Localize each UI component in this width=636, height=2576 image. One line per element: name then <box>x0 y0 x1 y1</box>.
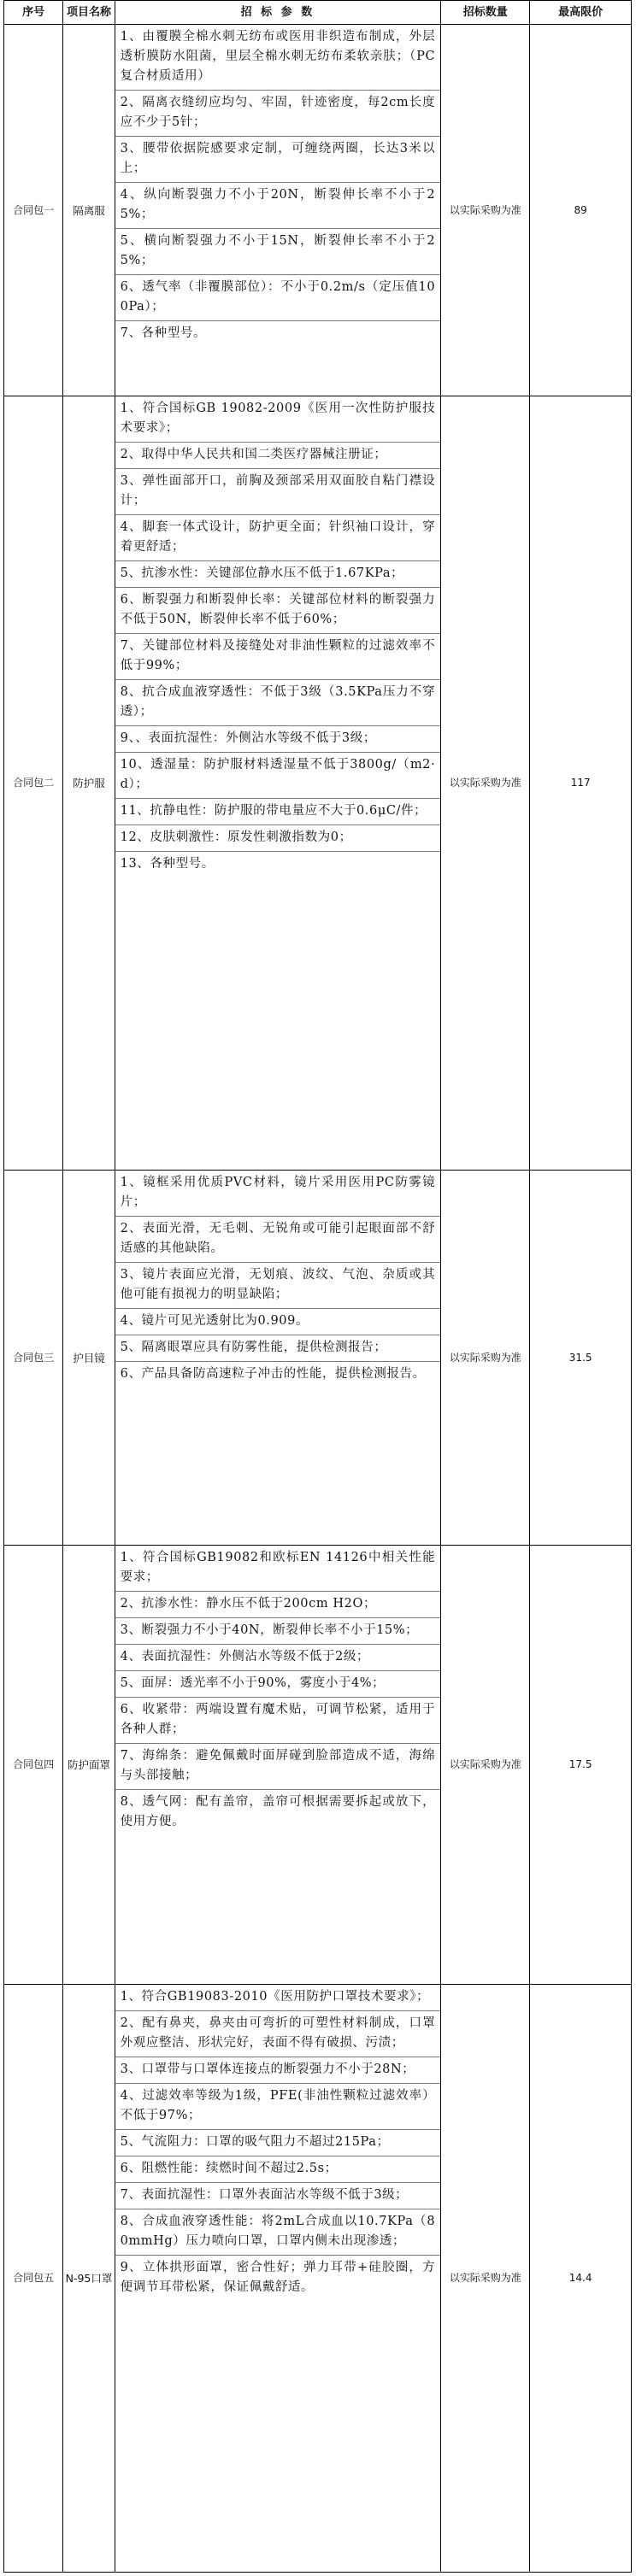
param-item: 4、脚套一体式设计，防护更全面；针织袖口设计，穿着更舒适； <box>115 515 441 561</box>
header-qty: 招标数量 <box>441 1 530 25</box>
table-row <box>4 1985 632 2573</box>
param-item: 7、关键部位材料及接缝处对非油性颗粒的过滤效率不低于99%； <box>115 634 441 680</box>
param-item: 6、断裂强力和断裂伸长率：关键部位材料的断裂强力不低于50N，断裂伸长率不低于60%； <box>115 588 441 634</box>
param-item: 5、隔离眼罩应具有防雾性能，提供检测报告； <box>115 1335 441 1362</box>
table-body <box>4 25 632 2573</box>
item-name: 隔离服 <box>63 25 115 396</box>
price-cell: 89 <box>530 25 632 396</box>
param-item: 2、取得中华人民共和国二类医疗器械注册证； <box>115 443 441 469</box>
param-item: 6、收紧带：两端设置有魔术贴，可调节松紧，适用于各种人群； <box>115 1698 441 1744</box>
table-row <box>4 25 632 396</box>
package-number: 合同包五 <box>4 1985 63 2573</box>
package-number: 合同包四 <box>4 1546 63 1985</box>
param-item: 2、配有鼻夹，鼻夹由可弯折的可塑性材料制成，口罩外观应整洁、形状完好，表面不得有破损、污渍； <box>115 2011 441 2057</box>
package-number: 合同包三 <box>4 1171 63 1546</box>
param-item: 2、隔离衣缝纫应均匀、牢固，针迹密度，每2cm长度应不少于5针； <box>115 91 441 137</box>
price-cell: 117 <box>530 396 632 1171</box>
quantity-cell: 以实际采购为准 <box>441 1985 530 2573</box>
param-item: 7、海绵条：避免佩戴时面屏碰到脸部造成不适，海绵与头部接触； <box>115 1744 441 1790</box>
param-item: 3、弹性面部开口，前胸及颈部采用双面胶自粘门襟设计； <box>115 469 441 515</box>
table-row <box>4 1171 632 1546</box>
header-no: 序号 <box>4 1 63 25</box>
param-item: 5、气流阻力：口罩的吸气阻力不超过215Pa； <box>115 2130 441 2156</box>
param-item: 4、镜片可见光透射比为0.909。 <box>115 1309 441 1335</box>
param-item: 4、纵向断裂强力不小于20N，断裂伸长率不小于25%； <box>115 183 441 229</box>
param-item: 12、皮肤刺激性：原发性刺激指数为0； <box>115 825 441 852</box>
param-item: 2、表面光滑，无毛刺、无锐角或可能引起眼面部不舒适感的其他缺陷。 <box>115 1217 441 1263</box>
param-item: 6、阻燃性能：续燃时间不超过2.5s； <box>115 2156 441 2183</box>
quantity-cell: 以实际采购为准 <box>441 25 530 396</box>
param-item: 3、腰带依据院感要求定制，可缠绕两圈，长达3米以上； <box>115 137 441 183</box>
header-params: 招 标 参 数 <box>115 1 441 25</box>
param-item: 7、各种型号。 <box>120 326 207 340</box>
param-item: 7、表面抗湿性：口罩外表面沾水等级不低于3级； <box>115 2183 441 2209</box>
param-item: 3、镜片表面应光滑，无划痕、波纹、气泡、杂质或其他可能有损视力的明显缺陷； <box>115 1263 441 1309</box>
header-name: 项目名称 <box>63 1 115 25</box>
param-item: 11、抗静电性：防护服的带电量应不大于0.6μC/件； <box>115 799 441 825</box>
param-item: 4、表面抗湿性：外侧沾水等级不低于2级； <box>115 1645 441 1671</box>
param-item: 8、合成血液穿透性能：将2mL合成血以10.7KPa（80mmHg）压力喷向口罩，口罩内侧未出现渗透； <box>115 2209 441 2256</box>
param-item: 5、抗渗水性：关键部位静水压不低于1.67KPa； <box>115 561 441 588</box>
param-list <box>115 25 441 396</box>
item-name: 护目镜 <box>63 1171 115 1546</box>
item-name: 防护服 <box>63 396 115 1171</box>
param-item: 1、镜框采用优质PVC材料，镜片采用医用PC防雾镜片； <box>115 1171 441 1217</box>
item-name: 防护面罩 <box>63 1546 115 1985</box>
param-item: 1、符合国标GB 19082-2009《医用一次性防护服技术要求》； <box>115 396 441 443</box>
param-item: 5、横向断裂强力不小于15N，断裂伸长率不小于25%； <box>115 229 441 275</box>
header-price: 最高限价 <box>530 1 632 25</box>
param-item: 10、透湿量：防护服材料透湿量不低于3800g/（m2·d）； <box>115 753 441 799</box>
quantity-cell: 以实际采购为准 <box>441 1546 530 1985</box>
param-item: 8、抗合成血液穿透性：不低于3级（3.5KPa压力不穿透）； <box>115 680 441 726</box>
package-number: 合同包一 <box>4 25 63 396</box>
procurement-table <box>3 0 632 2573</box>
item-name: N-95口罩 <box>63 1985 115 2573</box>
param-item: 1、符合GB19083-2010《医用防护口罩技术要求》； <box>115 1985 441 2011</box>
price-cell: 17.5 <box>530 1546 632 1985</box>
param-list <box>115 396 441 1171</box>
param-item: 5、面屏：透光率不小于90%，雾度小于4%； <box>115 1671 441 1698</box>
param-item: 3、口罩带与口罩体连接点的断裂强力不小于28N； <box>115 2057 441 2084</box>
param-list <box>115 1171 441 1546</box>
header-row <box>4 1 632 25</box>
param-item: 8、透气网：配有盖帘，盖帘可根据需要拆起或放下，使用方便。 <box>120 1795 436 1828</box>
param-item: 2、抗渗水性：静水压不低于200cm H2O； <box>115 1592 441 1618</box>
quantity-cell: 以实际采购为准 <box>441 1171 530 1546</box>
table-row <box>4 396 632 1171</box>
param-item: 3、断裂强力不小于40N，断裂伸长率不小于15%； <box>115 1618 441 1645</box>
package-number: 合同包二 <box>4 396 63 1171</box>
param-item: 9、立体拱形面罩，密合性好；弹力耳带+硅胶圈，方便调节耳带松紧，保证佩戴舒适。 <box>120 2261 436 2294</box>
param-item: 13、各种型号。 <box>120 857 215 871</box>
param-item: 1、由覆膜全棉水刺无纺布或医用非织造布制成，外层透析膜防水阻菌，里层全棉水刺无纺布柔软亲肤；（PC复合材质适用） <box>115 25 441 91</box>
param-item: 6、产品具备防高速粒子冲击的性能，提供检测报告。 <box>120 1367 426 1381</box>
param-item: 9、、表面抗湿性：外侧沾水等级不低于3级； <box>115 726 441 753</box>
param-list <box>115 1546 441 1985</box>
table-row <box>4 1546 632 1985</box>
price-cell: 31.5 <box>530 1171 632 1546</box>
quantity-cell: 以实际采购为准 <box>441 396 530 1171</box>
price-cell: 14.4 <box>530 1985 632 2573</box>
param-item: 4、过滤效率等级为1级，PFE(非油性颗粒过滤效率）不低于97%； <box>115 2084 441 2130</box>
param-item: 1、符合国标GB19082和欧标EN 14126中相关性能要求； <box>115 1546 441 1592</box>
param-list <box>115 1985 441 2573</box>
param-item: 6、透气率（非覆膜部位）：不小于0.2m/s（定压值100Pa）； <box>115 275 441 321</box>
